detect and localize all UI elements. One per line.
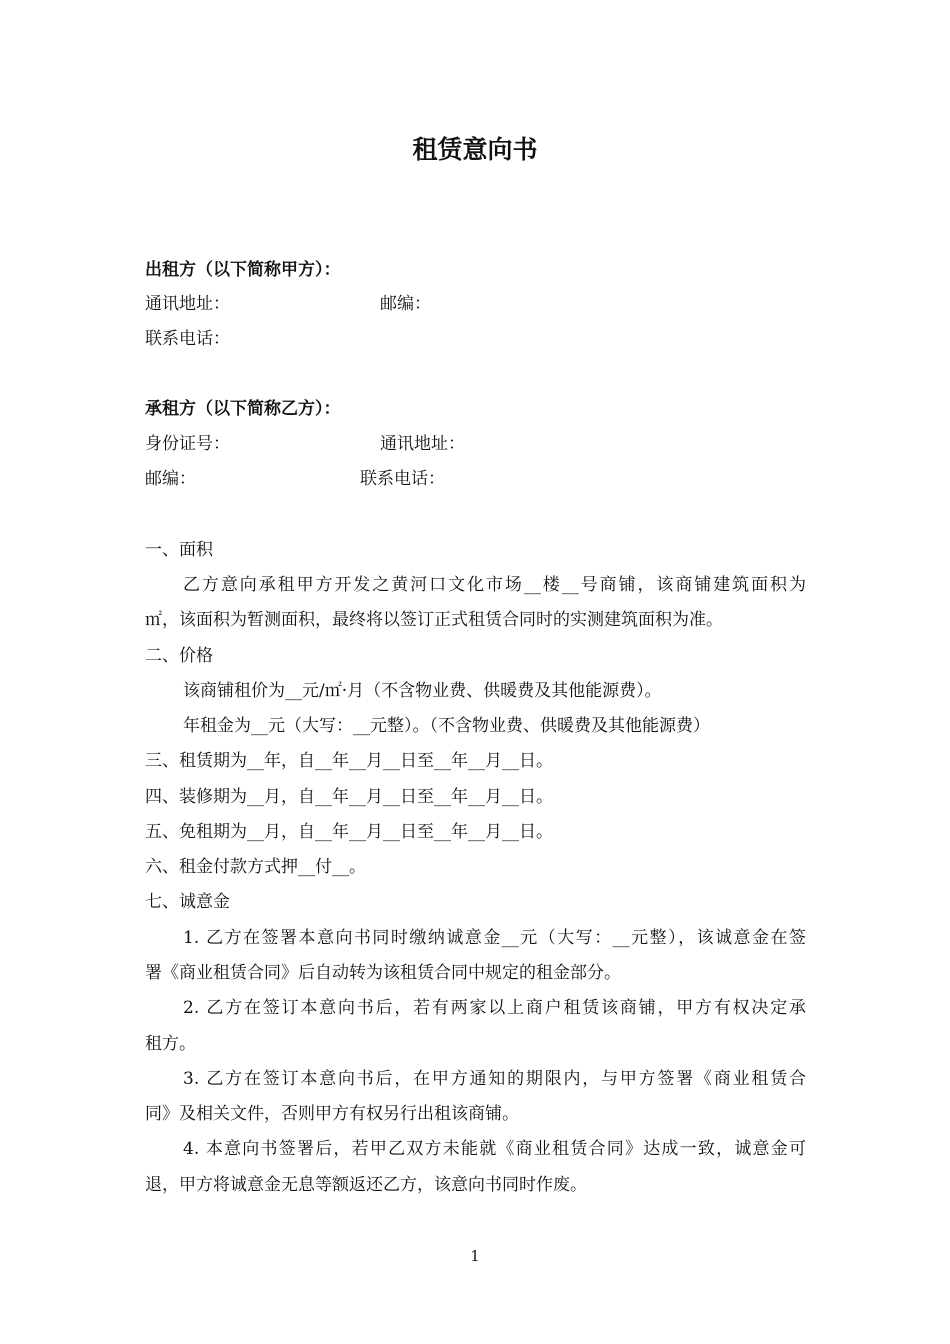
lessor-postcode-label: 邮编：: [380, 294, 431, 314]
lessor-phone-label: 联系电话：: [145, 329, 230, 349]
lessor-address-label: 通讯地址：: [145, 294, 230, 314]
section-6: 六、租金付款方式押__付__。: [145, 857, 366, 877]
section-7-item-1-line-2: 署《商业租赁合同》后自动转为该租赁合同中规定的租金部分。: [145, 963, 621, 983]
page-number: 1: [470, 1247, 480, 1265]
section-7-item-2-line-2: 租方。: [145, 1034, 196, 1054]
lessor-heading: 出租方（以下简称甲方）：: [145, 260, 341, 280]
section-2-text-line-2: 年租金为__元（大写：__元整）。（不含物业费、供暖费及其他能源费）: [183, 716, 710, 736]
section-3: 三、租赁期为__年，自__年__月__日至__年__月__日。: [145, 751, 553, 771]
section-1-text-line-2: ㎡，该面积为暂测面积，最终将以签订正式租赁合同时的实测建筑面积为准。: [145, 610, 723, 630]
section-7-item-3-line-1: 3. 乙方在签订本意向书后，在甲方通知的期限内，与甲方签署《商业租赁合: [183, 1069, 806, 1089]
lessee-postcode-label: 邮编：: [145, 469, 196, 489]
section-5: 五、免租期为__月，自__年__月__日至__年__月__日。: [145, 822, 553, 842]
section-7-item-3-line-2: 同》及相关文件，否则甲方有权另行出租该商铺。: [145, 1104, 519, 1124]
lessee-address-label: 通讯地址：: [380, 434, 465, 454]
section-7-item-4-line-1: 4. 本意向书签署后，若甲乙双方未能就《商业租赁合同》达成一致，诚意金可: [183, 1139, 806, 1159]
section-7-title: 七、诚意金: [145, 892, 230, 912]
section-2-title: 二、价格: [145, 646, 213, 666]
section-2-text-line-1: 该商铺租价为__元/㎡·月（不含物业费、供暖费及其他能源费）。: [183, 681, 662, 701]
lessee-phone-label: 联系电话：: [360, 469, 445, 489]
document-title: 租赁意向书: [412, 135, 538, 164]
section-4: 四、装修期为__月，自__年__月__日至__年__月__日。: [145, 787, 553, 807]
lessee-heading: 承租方（以下简称乙方）：: [145, 399, 341, 419]
lessee-id-label: 身份证号：: [145, 434, 230, 454]
section-1-text-line-1: 乙方意向承租甲方开发之黄河口文化市场__楼__号商铺，该商铺建筑面积为: [183, 575, 806, 595]
section-7-item-2-line-1: 2. 乙方在签订本意向书后，若有两家以上商户租赁该商铺，甲方有权决定承: [183, 998, 806, 1018]
section-1-title: 一、面积: [145, 540, 213, 560]
section-7-item-1-line-1: 1. 乙方在签署本意向书同时缴纳诚意金__元（大写：__元整），该诚意金在签: [183, 928, 806, 948]
section-7-item-4-line-2: 退，甲方将诚意金无息等额返还乙方，该意向书同时作废。: [145, 1175, 587, 1195]
